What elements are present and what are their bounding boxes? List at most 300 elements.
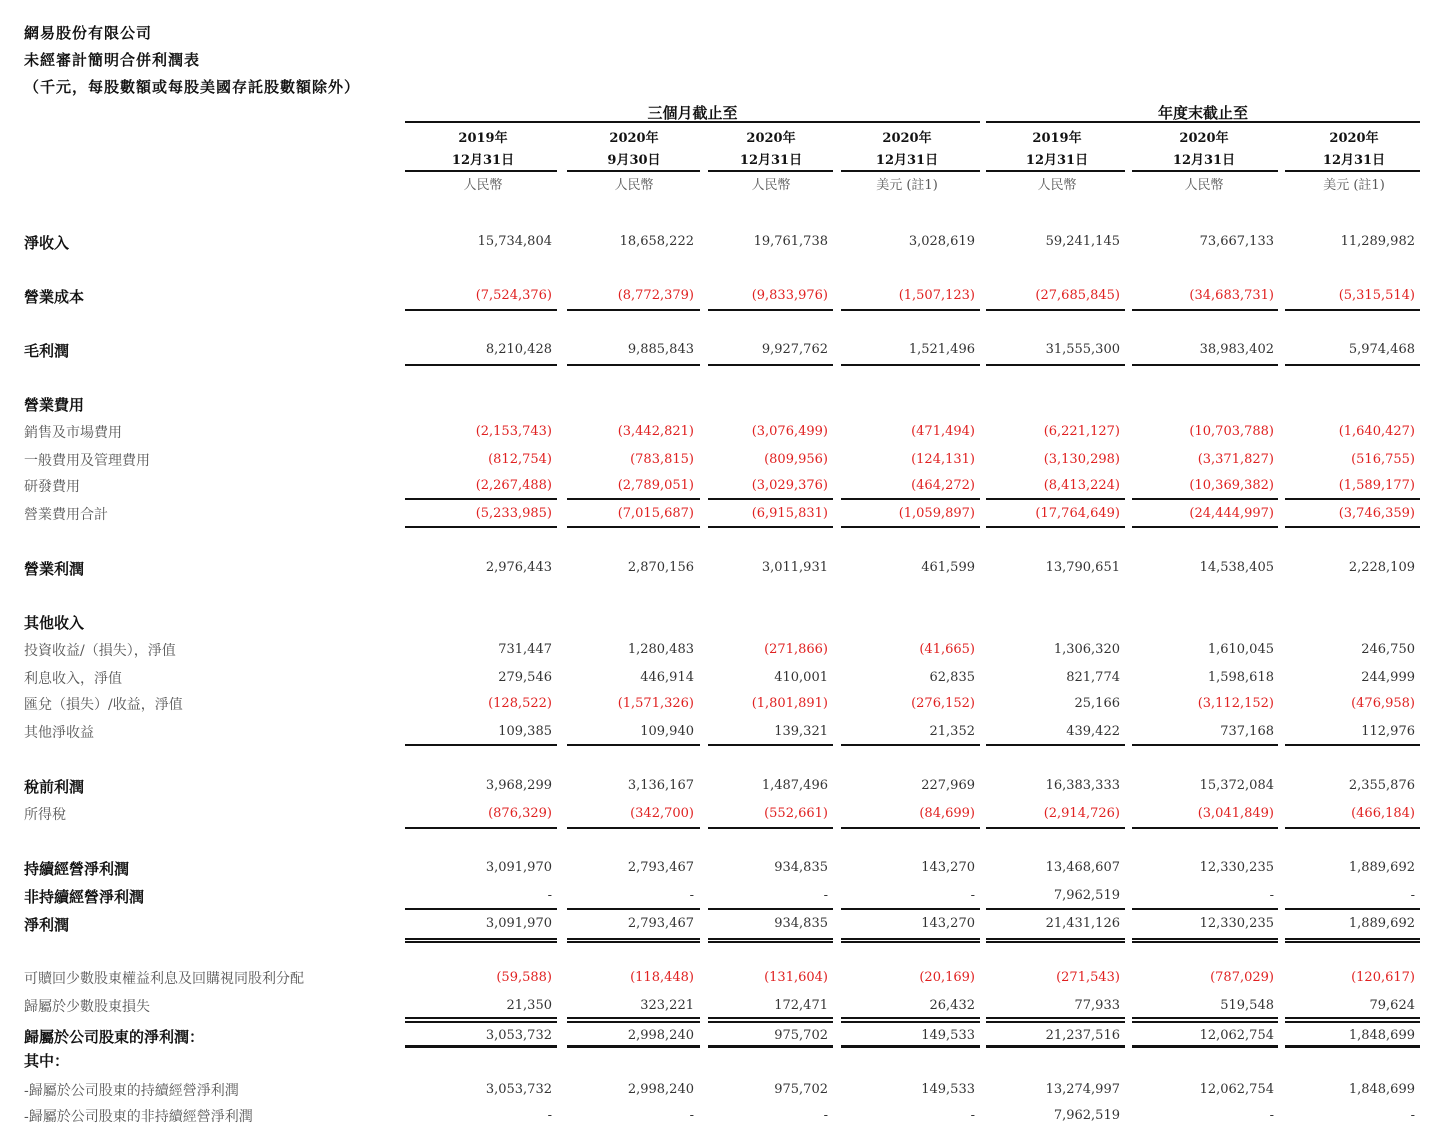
row-label: 一般費用及管理費用: [24, 453, 150, 469]
value-cell: (2,914,726): [1043, 806, 1120, 821]
value-cell: 15,372,084: [1199, 778, 1274, 793]
value-cell: 7,962,519: [1053, 1108, 1120, 1123]
table-rule: [405, 498, 557, 500]
table-rule: [841, 309, 980, 311]
value-cell: -: [823, 888, 828, 903]
value-cell: 3,091,970: [485, 916, 552, 931]
column-year: 2019年: [458, 131, 508, 146]
column-year: 2020年: [1179, 131, 1229, 146]
value-cell: (84,699): [919, 806, 975, 821]
value-cell: (464,272): [911, 478, 975, 493]
table-rule: [405, 364, 557, 366]
table-rule: [1132, 1021, 1278, 1023]
table-rule: [841, 827, 980, 829]
table-rule: [1132, 1017, 1278, 1019]
column-date: 12月31日: [1322, 153, 1386, 168]
column-date: 12月31日: [875, 153, 939, 168]
table-rule: [841, 1045, 980, 1048]
value-cell: -: [823, 1108, 828, 1123]
table-rule: [567, 526, 700, 528]
value-cell: 73,667,133: [1199, 234, 1274, 249]
row-label: 非持續經營淨利潤: [24, 888, 145, 906]
column-currency: 美元 (註1): [1323, 178, 1385, 193]
value-cell: (1,507,123): [898, 288, 975, 303]
table-rule: [1285, 1017, 1420, 1019]
table-rule: [1285, 309, 1420, 311]
table-rule: [841, 908, 980, 910]
table-rule: [405, 908, 557, 910]
value-cell: 2,976,443: [485, 560, 552, 575]
table-rule: [708, 170, 833, 172]
value-cell: 15,734,804: [477, 234, 552, 249]
value-cell: 1,889,692: [1348, 860, 1415, 875]
value-cell: (5,315,514): [1338, 288, 1415, 303]
value-cell: (1,589,177): [1338, 478, 1415, 493]
table-rule: [708, 1021, 833, 1023]
table-rule: [986, 1021, 1125, 1023]
value-cell: -: [970, 888, 975, 903]
value-cell: (476,958): [1351, 696, 1415, 711]
value-cell: 109,385: [498, 724, 552, 739]
value-cell: 934,835: [774, 860, 828, 875]
table-rule: [1132, 941, 1278, 943]
group-three-months: 三個月截止至: [647, 104, 738, 122]
value-cell: 8,210,428: [485, 342, 552, 357]
value-cell: 2,998,240: [627, 1028, 694, 1043]
column-header: [842, 128, 972, 172]
value-cell: 109,940: [640, 724, 694, 739]
value-cell: 821,774: [1066, 670, 1120, 685]
value-cell: 1,889,692: [1348, 916, 1415, 931]
value-cell: 14,538,405: [1199, 560, 1274, 575]
column-header: [706, 128, 836, 172]
table-rule: [567, 908, 700, 910]
value-cell: (124,131): [911, 452, 975, 467]
column-currency: 人民幣: [1037, 178, 1077, 193]
table-rule: [708, 827, 833, 829]
table-rule: [986, 526, 1125, 528]
column-date: 12月31日: [739, 153, 803, 168]
table-rule: [986, 744, 1125, 746]
value-cell: 2,870,156: [627, 560, 694, 575]
value-cell: -: [1410, 888, 1415, 903]
group-underline: [986, 121, 1420, 123]
value-cell: (1,640,427): [1338, 424, 1415, 439]
value-cell: 79,624: [1369, 998, 1415, 1013]
value-cell: (3,371,827): [1197, 452, 1274, 467]
table-rule: [986, 364, 1125, 366]
table-rule: [567, 941, 700, 943]
table-rule: [405, 941, 557, 943]
table-rule: [841, 941, 980, 943]
value-cell: (6,221,127): [1043, 424, 1120, 439]
row-label: -歸屬於公司股東的持續經營淨利潤: [24, 1083, 239, 1099]
value-cell: (120,617): [1351, 970, 1415, 985]
value-cell: 139,321: [774, 724, 828, 739]
table-rule: [567, 309, 700, 311]
table-rule: [708, 309, 833, 311]
column-currency: 人民幣: [1184, 178, 1224, 193]
value-cell: 59,241,145: [1045, 234, 1120, 249]
table-rule: [1132, 744, 1278, 746]
value-cell: 9,885,843: [627, 342, 694, 357]
table-rule: [1285, 526, 1420, 528]
value-cell: 18,658,222: [619, 234, 694, 249]
table-rule: [708, 744, 833, 746]
value-cell: 112,976: [1361, 724, 1415, 739]
value-cell: 26,432: [929, 998, 975, 1013]
value-cell: 323,221: [640, 998, 694, 1013]
units-note: （千元，每股數額或每股美國存託股數額除外）: [24, 78, 361, 96]
value-cell: (516,755): [1351, 452, 1415, 467]
value-cell: (1,059,897): [898, 506, 975, 521]
value-cell: 2,793,467: [627, 916, 694, 931]
value-cell: 12,062,754: [1199, 1082, 1274, 1097]
row-label: 持續經營淨利潤: [24, 860, 130, 878]
value-cell: (3,041,849): [1197, 806, 1274, 821]
value-cell: 279,546: [498, 670, 552, 685]
table-rule: [708, 364, 833, 366]
column-header: [1289, 128, 1419, 172]
value-cell: (783,815): [630, 452, 694, 467]
value-cell: 3,028,619: [908, 234, 975, 249]
value-cell: -: [1269, 888, 1274, 903]
table-rule: [1132, 827, 1278, 829]
table-rule: [567, 498, 700, 500]
value-cell: 227,969: [921, 778, 975, 793]
value-cell: (471,494): [911, 424, 975, 439]
table-rule: [1285, 827, 1420, 829]
value-cell: 143,270: [921, 860, 975, 875]
table-rule: [708, 938, 833, 940]
value-cell: (3,029,376): [751, 478, 828, 493]
table-rule: [567, 938, 700, 940]
table-rule: [1132, 498, 1278, 500]
table-rule: [1285, 908, 1420, 910]
table-rule: [1285, 744, 1420, 746]
column-currency: 人民幣: [751, 178, 791, 193]
value-cell: (27,685,845): [1035, 288, 1120, 303]
value-cell: 3,053,732: [485, 1028, 552, 1043]
table-rule: [1132, 526, 1278, 528]
value-cell: (271,543): [1056, 970, 1120, 985]
table-rule: [841, 498, 980, 500]
value-cell: (41,665): [919, 642, 975, 657]
value-cell: 731,447: [498, 642, 552, 657]
table-rule: [1285, 364, 1420, 366]
column-currency: 人民幣: [463, 178, 503, 193]
row-label: 營業費用: [24, 396, 85, 414]
table-rule: [841, 364, 980, 366]
company-name: 網易股份有限公司: [24, 24, 153, 42]
table-rule: [1285, 498, 1420, 500]
value-cell: (7,524,376): [475, 288, 552, 303]
value-cell: (2,789,051): [617, 478, 694, 493]
value-cell: (809,956): [764, 452, 828, 467]
value-cell: 1,487,496: [761, 778, 828, 793]
value-cell: (10,703,788): [1189, 424, 1274, 439]
table-rule: [405, 309, 557, 311]
table-rule: [1285, 1021, 1420, 1023]
value-cell: 1,598,618: [1207, 670, 1274, 685]
value-cell: (17,764,649): [1035, 506, 1120, 521]
value-cell: -: [970, 1108, 975, 1123]
value-cell: 2,355,876: [1348, 778, 1415, 793]
value-cell: -: [1269, 1108, 1274, 1123]
table-rule: [405, 938, 557, 940]
value-cell: 3,053,732: [485, 1082, 552, 1097]
value-cell: 3,091,970: [485, 860, 552, 875]
row-label: 稅前利潤: [24, 778, 85, 796]
value-cell: (131,604): [764, 970, 828, 985]
value-cell: 410,001: [774, 670, 828, 685]
value-cell: 9,927,762: [761, 342, 828, 357]
table-rule: [986, 1017, 1125, 1019]
table-rule: [567, 170, 700, 172]
table-rule: [986, 827, 1125, 829]
value-cell: 1,848,699: [1348, 1028, 1415, 1043]
value-cell: (3,112,152): [1197, 696, 1274, 711]
row-label: 匯兌（損失）/收益，淨值: [24, 697, 183, 713]
value-cell: (128,522): [488, 696, 552, 711]
table-rule: [986, 908, 1125, 910]
value-cell: (2,267,488): [475, 478, 552, 493]
table-rule: [708, 941, 833, 943]
value-cell: (5,233,985): [475, 506, 552, 521]
row-label: 研發費用: [24, 479, 80, 495]
table-rule: [708, 908, 833, 910]
value-cell: (9,833,976): [751, 288, 828, 303]
value-cell: (271,866): [764, 642, 828, 657]
value-cell: (20,169): [919, 970, 975, 985]
table-rule: [405, 526, 557, 528]
value-cell: (876,329): [488, 806, 552, 821]
value-cell: (118,448): [630, 970, 694, 985]
table-rule: [1132, 170, 1278, 172]
value-cell: 21,350: [506, 998, 552, 1013]
column-year: 2020年: [746, 131, 796, 146]
table-rule: [708, 526, 833, 528]
table-rule: [405, 170, 557, 172]
column-year: 2019年: [1032, 131, 1082, 146]
value-cell: 1,306,320: [1053, 642, 1120, 657]
table-rule: [567, 1021, 700, 1023]
value-cell: 2,998,240: [627, 1082, 694, 1097]
table-rule: [986, 170, 1125, 172]
value-cell: 1,521,496: [908, 342, 975, 357]
value-cell: 149,533: [921, 1082, 975, 1097]
value-cell: (812,754): [488, 452, 552, 467]
table-rule: [1132, 908, 1278, 910]
value-cell: (3,076,499): [751, 424, 828, 439]
row-label: 利息收入，淨值: [24, 671, 122, 687]
value-cell: (466,184): [1351, 806, 1415, 821]
column-header: [1139, 128, 1269, 172]
value-cell: 2,793,467: [627, 860, 694, 875]
value-cell: 934,835: [774, 916, 828, 931]
value-cell: 1,848,699: [1348, 1082, 1415, 1097]
value-cell: 1,610,045: [1207, 642, 1274, 657]
table-rule: [567, 744, 700, 746]
table-rule: [986, 309, 1125, 311]
table-rule: [986, 938, 1125, 940]
value-cell: (2,153,743): [475, 424, 552, 439]
value-cell: 519,548: [1220, 998, 1274, 1013]
value-cell: -: [689, 1108, 694, 1123]
value-cell: (552,661): [764, 806, 828, 821]
value-cell: 12,330,235: [1199, 916, 1274, 931]
column-date: 9月30日: [607, 153, 661, 168]
row-label: 淨利潤: [24, 916, 70, 934]
table-rule: [405, 1021, 557, 1023]
value-cell: (24,444,997): [1189, 506, 1274, 521]
value-cell: (6,915,831): [751, 506, 828, 521]
value-cell: (276,152): [911, 696, 975, 711]
table-rule: [986, 1045, 1125, 1048]
value-cell: 461,599: [921, 560, 975, 575]
column-currency: 人民幣: [614, 178, 654, 193]
value-cell: (3,130,298): [1043, 452, 1120, 467]
column-date: 12月31日: [451, 153, 515, 168]
value-cell: 25,166: [1074, 696, 1120, 711]
value-cell: (10,369,382): [1189, 478, 1274, 493]
value-cell: 13,790,651: [1045, 560, 1120, 575]
table-rule: [405, 827, 557, 829]
column-year: 2020年: [1329, 131, 1379, 146]
table-rule: [1132, 1045, 1278, 1048]
value-cell: 246,750: [1361, 642, 1415, 657]
table-rule: [841, 526, 980, 528]
value-cell: 77,933: [1074, 998, 1120, 1013]
value-cell: (1,571,326): [617, 696, 694, 711]
column-header: [569, 128, 699, 172]
row-label: 其他淨收益: [24, 725, 94, 741]
table-rule: [567, 1045, 700, 1048]
value-cell: (787,029): [1210, 970, 1274, 985]
column-date: 12月31日: [1172, 153, 1236, 168]
value-cell: 21,352: [929, 724, 975, 739]
table-rule: [841, 1021, 980, 1023]
value-cell: (59,588): [496, 970, 552, 985]
value-cell: 21,237,516: [1045, 1028, 1120, 1043]
value-cell: 975,702: [774, 1028, 828, 1043]
table-rule: [1285, 170, 1420, 172]
value-cell: 19,761,738: [753, 234, 828, 249]
value-cell: (3,442,821): [617, 424, 694, 439]
row-label: 投資收益/（損失），淨值: [24, 643, 176, 659]
column-header: [418, 128, 548, 172]
table-rule: [405, 1017, 557, 1019]
table-rule: [986, 498, 1125, 500]
value-cell: (342,700): [630, 806, 694, 821]
value-cell: 31,555,300: [1045, 342, 1120, 357]
table-rule: [1132, 938, 1278, 940]
value-cell: 737,168: [1220, 724, 1274, 739]
row-label: 可贖回少數股東權益利息及回購視同股利分配: [24, 971, 304, 987]
value-cell: (7,015,687): [617, 506, 694, 521]
value-cell: 11,289,982: [1340, 234, 1415, 249]
value-cell: 3,011,931: [761, 560, 828, 575]
table-rule: [567, 364, 700, 366]
row-label: 銷售及市場費用: [24, 425, 122, 441]
value-cell: 12,062,754: [1199, 1028, 1274, 1043]
column-year: 2020年: [882, 131, 932, 146]
table-rule: [567, 1017, 700, 1019]
row-label: 所得稅: [24, 807, 66, 823]
table-rule: [708, 498, 833, 500]
value-cell: (3,746,359): [1338, 506, 1415, 521]
row-label: 其中：: [24, 1052, 70, 1070]
value-cell: 13,468,607: [1045, 860, 1120, 875]
table-rule: [841, 1017, 980, 1019]
statement-title: 未經審計簡明合併利潤表: [24, 51, 201, 69]
value-cell: 244,999: [1361, 670, 1415, 685]
value-cell: 16,383,333: [1045, 778, 1120, 793]
row-label: 營業成本: [24, 288, 85, 306]
value-cell: 2,228,109: [1348, 560, 1415, 575]
value-cell: 149,533: [921, 1028, 975, 1043]
value-cell: -: [689, 888, 694, 903]
row-label: 淨收入: [24, 234, 70, 252]
value-cell: (34,683,731): [1189, 288, 1274, 303]
value-cell: 172,471: [774, 998, 828, 1013]
group-year-end: 年度末截止至: [1157, 104, 1248, 122]
table-rule: [567, 827, 700, 829]
table-rule: [986, 941, 1125, 943]
value-cell: 21,431,126: [1045, 916, 1120, 931]
value-cell: 143,270: [921, 916, 975, 931]
table-rule: [841, 744, 980, 746]
value-cell: 975,702: [774, 1082, 828, 1097]
column-header: [992, 128, 1122, 172]
table-rule: [1285, 938, 1420, 940]
row-label: 其他收入: [24, 614, 85, 632]
table-rule: [708, 1045, 833, 1048]
value-cell: 38,983,402: [1199, 342, 1274, 357]
column-date: 12月31日: [1025, 153, 1089, 168]
row-label: 營業利潤: [24, 560, 85, 578]
value-cell: 5,974,468: [1348, 342, 1415, 357]
value-cell: (8,413,224): [1043, 478, 1120, 493]
row-label: -歸屬於公司股東的非持續經營淨利潤: [24, 1109, 253, 1125]
row-label: 歸屬於少數股東損失: [24, 999, 150, 1015]
table-rule: [1285, 941, 1420, 943]
table-rule: [1132, 364, 1278, 366]
value-cell: 12,330,235: [1199, 860, 1274, 875]
table-rule: [405, 744, 557, 746]
value-cell: -: [547, 888, 552, 903]
column-year: 2020年: [609, 131, 659, 146]
group-underline: [405, 121, 980, 123]
table-rule: [841, 170, 980, 172]
value-cell: 13,274,997: [1045, 1082, 1120, 1097]
value-cell: 446,914: [640, 670, 694, 685]
value-cell: 62,835: [929, 670, 975, 685]
value-cell: 3,136,167: [627, 778, 694, 793]
table-rule: [1132, 309, 1278, 311]
table-rule: [708, 1017, 833, 1019]
value-cell: 439,422: [1066, 724, 1120, 739]
value-cell: -: [547, 1108, 552, 1123]
value-cell: 1,280,483: [627, 642, 694, 657]
value-cell: -: [1410, 1108, 1415, 1123]
value-cell: (8,772,379): [617, 288, 694, 303]
value-cell: 3,968,299: [485, 778, 552, 793]
table-rule: [841, 938, 980, 940]
table-rule: [405, 1045, 557, 1048]
value-cell: 7,962,519: [1053, 888, 1120, 903]
row-label: 毛利潤: [24, 342, 70, 360]
